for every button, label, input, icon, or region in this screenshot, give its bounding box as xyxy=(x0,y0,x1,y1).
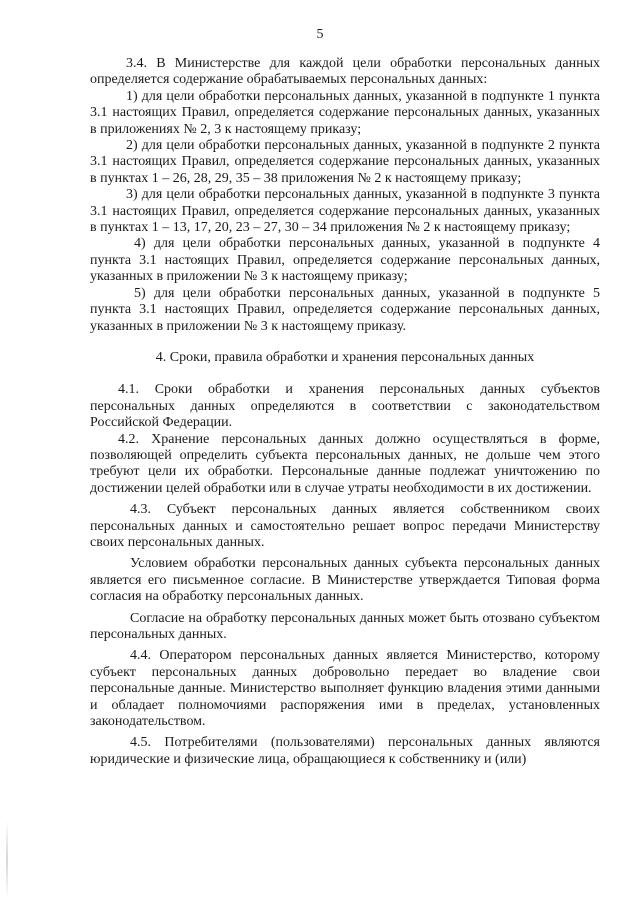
paragraph-revoke: Согласие на обработку персональных данных может быть отозвано субъектом персональных данных. xyxy=(90,610,600,642)
paragraph-4-2: 4.2. Хранение персональных данных должно осуществляться в форме, позволяющей определить субъекта персональных данных, не дольше чем этого требуют цели их обработки. Персональные данные подлежат уничтожению по достижении целей обработки или в случае утраты необходимости в их достижении. xyxy=(90,431,600,496)
list-item-1: 1) для цели обработки персональных данных, указанной в подпункте 1 пункта 3.1 настоящих Правил, определяется содержание персональных данных, указанных в приложениях № 2, 3 к настоящему приказу; xyxy=(90,88,600,137)
paragraph-3-4-intro: 3.4. В Министерстве для каждой цели обработки персональных данных определяется содержание обрабатываемых персональных данных: xyxy=(90,56,600,88)
scan-edge-mark xyxy=(6,820,8,900)
paragraph-consent: Условием обработки персональных данных субъекта персональных данных является его письменное согласие. В Министерстве утверждается Типовая форма согласия на обработку персональных данных. xyxy=(90,556,600,605)
document-body xyxy=(90,56,600,768)
paragraph-4-3: 4.3. Субъект персональных данных является собственником своих персональных данных и самостоятельно решает вопрос передачи Министерству своих персональных данных. xyxy=(90,502,600,550)
section-4-heading: 4. Сроки, правила обработки и хранения персональных данных xyxy=(155,349,535,365)
page-number: 5 xyxy=(316,27,324,42)
paragraph-4-5: 4.5. Потребителями (пользователями) персональных данных являются юридические и физические лица, обращающиеся к собственнику и (или) xyxy=(90,735,600,767)
paragraph-4-1: 4.1. Сроки обработки и хранения персональных данных субъектов персональных данных определяются в соответствии с законодательством Российской Федерации. xyxy=(90,382,600,431)
list-item-4: 4) для цели обработки персональных данных, указанной в подпункте 4 пункта 3.1 настоящих Правил, определяется содержание персональных данных, указанных в приложении № 3 к настоящему приказу; xyxy=(90,236,600,285)
list-item-2: 2) для цели обработки персональных данных, указанной в подпункте 2 пункта 3.1 настоящих Правил, определяется содержание персональных данных, указанных в пунктах 1 – 26, 28, 29, 35 – 38 приложения № 2 к настоящему приказу; xyxy=(90,138,600,186)
paragraph-4-4: 4.4. Оператором персональных данных является Министерство, которому субъект персональных данных добровольно передает во владение свои персональные данные. Министерство выполняет функцию владения этими данными и обладает полномочиями распоряжения ими в пределах, установленных законодательством. xyxy=(90,648,600,730)
list-item-5: 5) для цели обработки персональных данных, указанной в подпункте 5 пункта 3.1 настоящих Правил, определяется содержание персональных данных, указанных в приложении № 3 к настоящему приказу. xyxy=(90,285,600,334)
list-item-3: 3) для цели обработки персональных данных, указанной в подпункте 3 пункта 3.1 настоящих Правил, определяется содержание персональных данных, указанных в пунктах 1 – 13, 17, 20, 23 – 27, 30 – 34 приложения № 2 к настоящему приказу; xyxy=(90,187,600,236)
